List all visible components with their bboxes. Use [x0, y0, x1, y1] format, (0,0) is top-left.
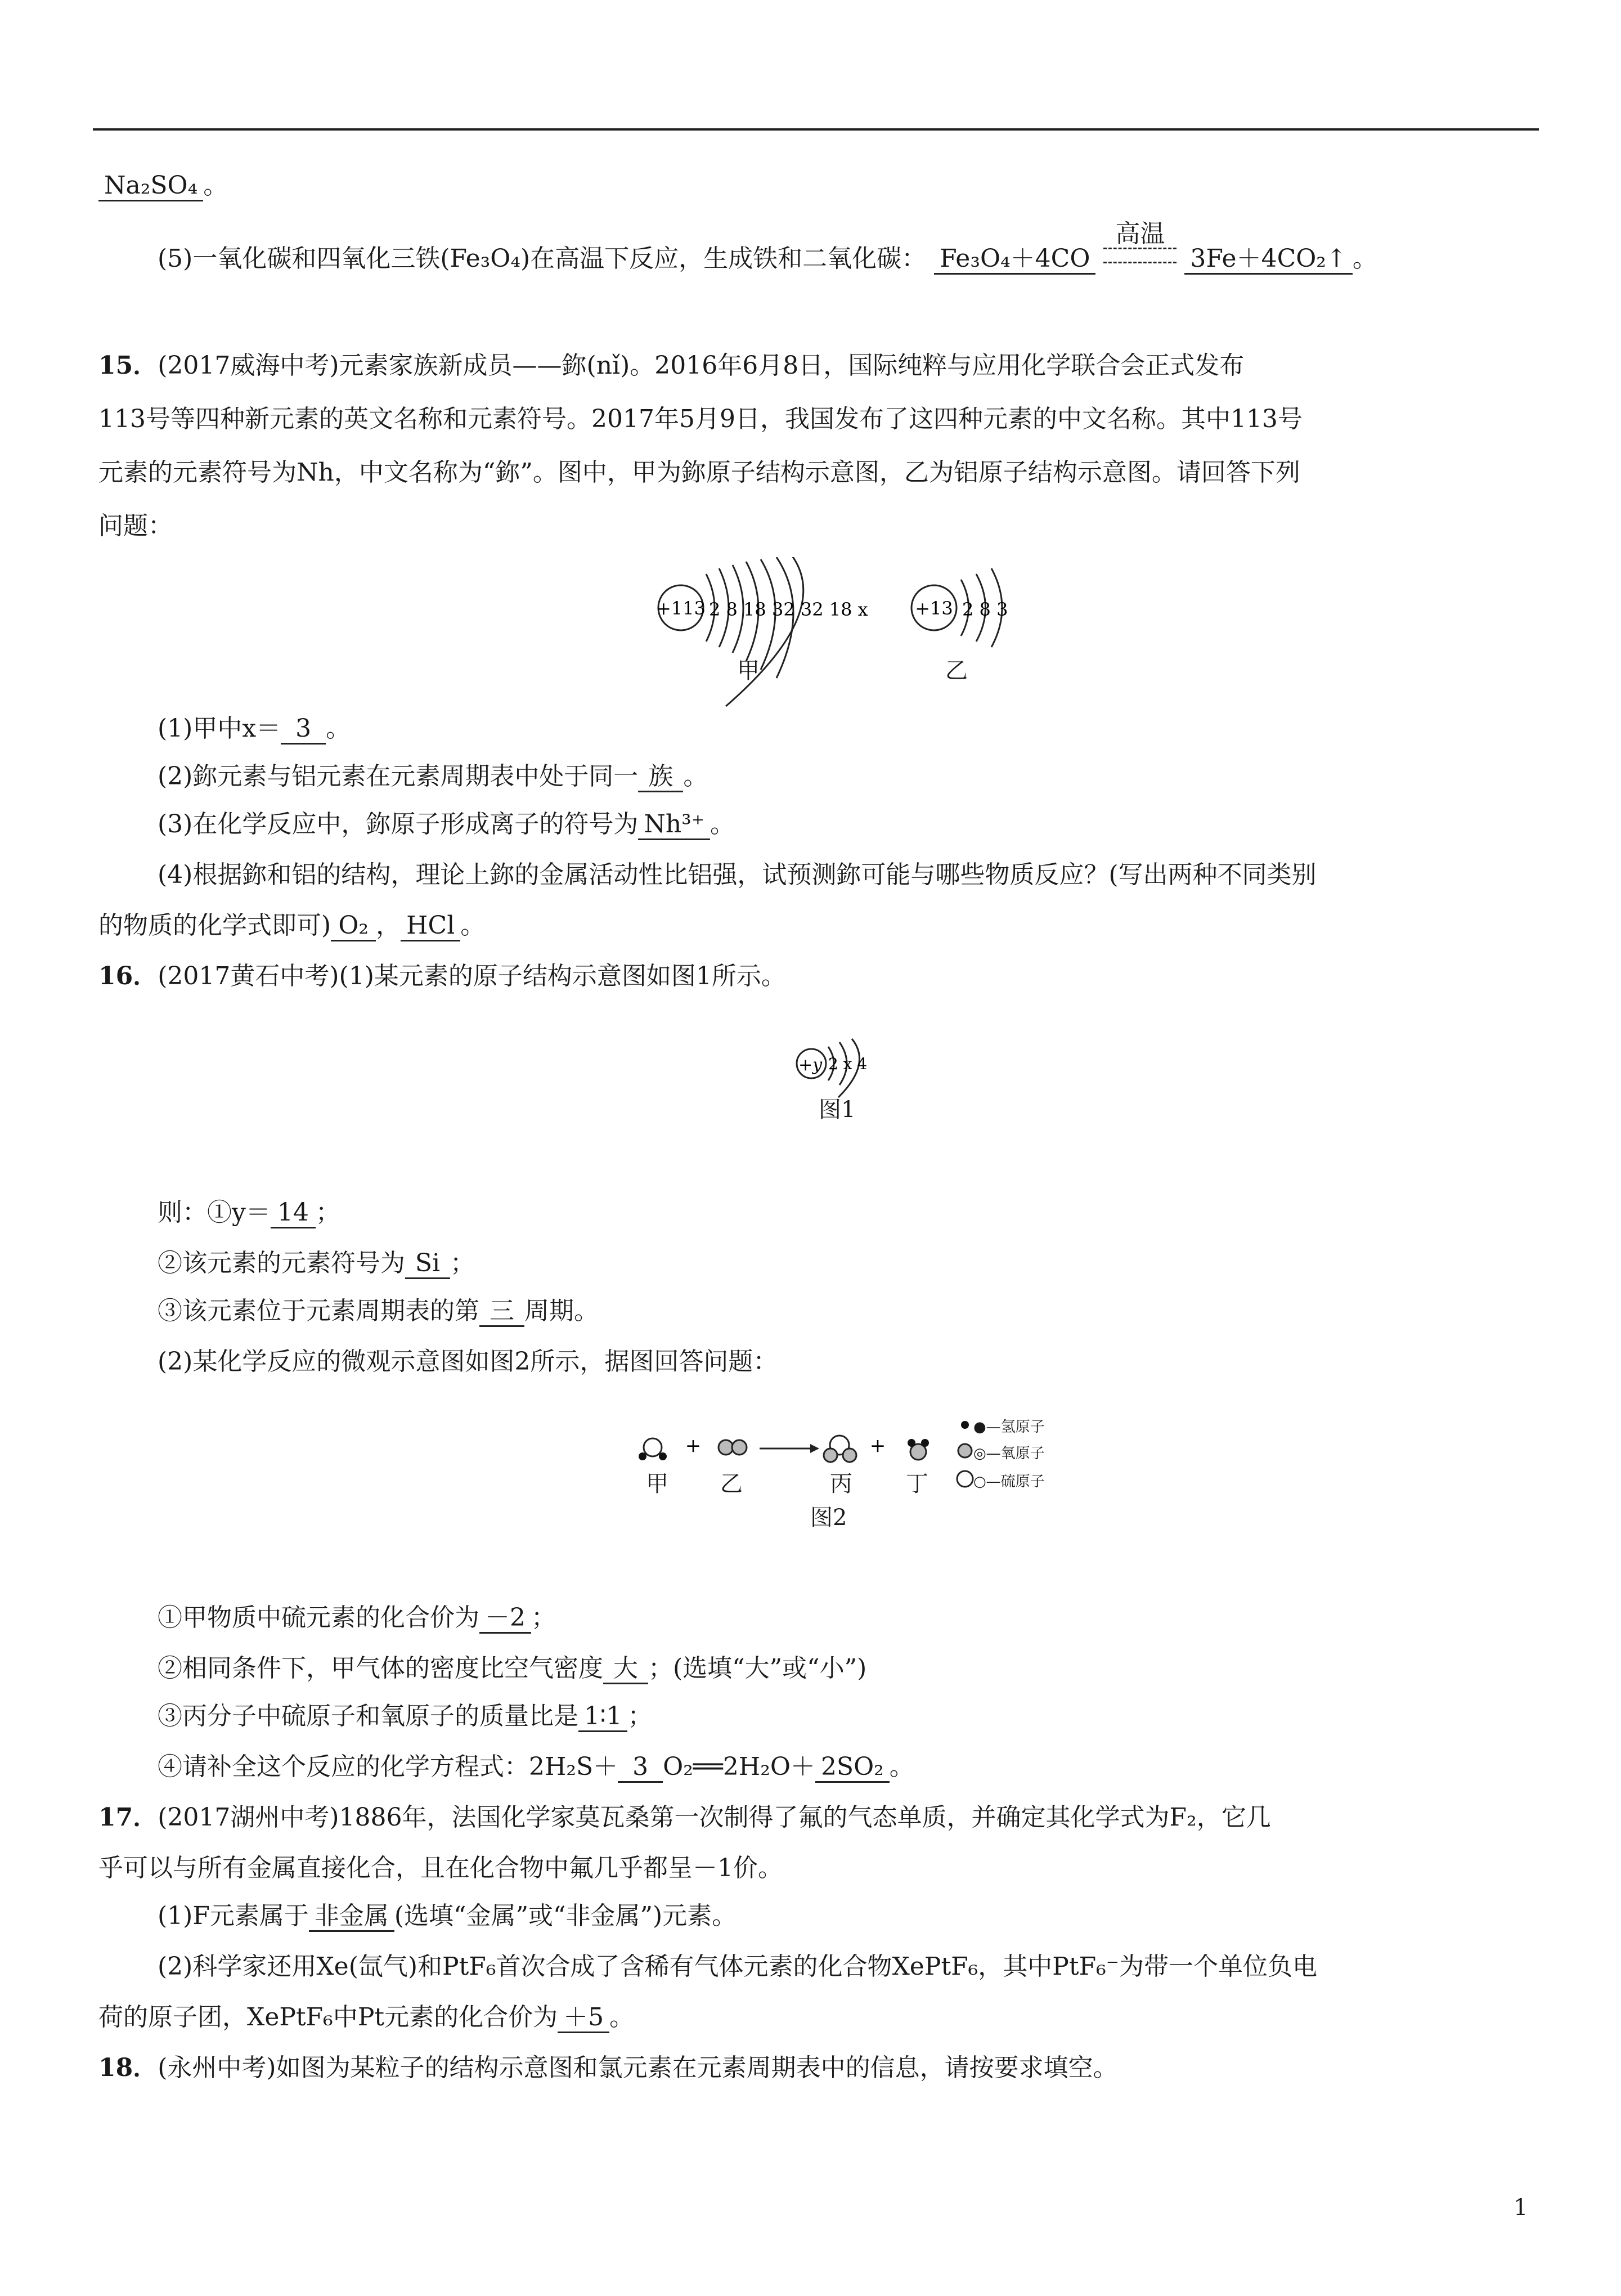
legend-hydrogen: ●—氢原子: [973, 1419, 1045, 1436]
q15-part3: (3)在化学反应中，鉨原子形成离子的符号为 Nh³⁺ 。: [158, 808, 735, 841]
fig2-label-ding: 丁: [906, 1471, 928, 1497]
nucleus-b-label: +13: [915, 598, 953, 619]
q16-line1: 16．(2017黄石中考)(1)某元素的原子结构示意图如图1所示。: [98, 962, 786, 990]
shells-a-label: 2 8 18 32 32 18 x: [709, 599, 868, 620]
q16-line2: (2)某化学反应的微观示意图如图2所示，据图回答问题：: [158, 1347, 778, 1376]
equation-rhs: 3Fe＋4CO₂↑: [1184, 245, 1352, 275]
nucleus-a-label: +113: [656, 598, 706, 619]
legend-oxygen: ◎—氧原子: [973, 1445, 1045, 1462]
answer-blank: 族: [638, 763, 683, 792]
shells-b-label: 2 8 3: [962, 599, 1008, 620]
question-number: 15．: [98, 351, 158, 380]
question-source: (2017湖州中考): [158, 1803, 339, 1832]
q15-line1: 15．(2017威海中考)元素家族新成员——鉨(nǐ)。2016年6月8日，国际纯粹与应用化学联合会正式发布: [98, 351, 1245, 380]
q15-part1: (1)甲中x＝ 3 。: [158, 712, 351, 746]
answer-blank: 三: [479, 1297, 524, 1327]
q16-answer3: ③该元素位于元素周期表的第 三 周期。: [158, 1294, 599, 1328]
atom-structure-figure: [653, 557, 1047, 709]
q16-answer1: 则：①y＝ 14 ；: [158, 1196, 340, 1230]
fig2-label-yi: 乙: [720, 1471, 743, 1497]
reaction-condition: 高温: [1103, 242, 1177, 276]
q16-b3: ③丙分子中硫原子和氧原子的质量比是 1∶1 ；: [158, 1699, 652, 1733]
answer-blank: O₂: [331, 912, 376, 941]
question-number: 18．: [98, 2053, 158, 2082]
q17-line2: 乎可以与所有金属直接化合，且在化合物中氟几乎都呈－1价。: [98, 1854, 783, 1882]
question-source: (2017黄石中考): [158, 962, 339, 990]
header-rule: [93, 128, 1539, 131]
q15-line3: 元素的元素符号为Nh，中文名称为“鉨”。图中，甲为鉨原子结构示意图，乙为铝原子结构示意图。请回答下列: [98, 458, 1300, 487]
question-source: (永州中考): [158, 2053, 276, 2082]
answer-blank: 大: [603, 1654, 648, 1684]
q17-line1: 17．(2017湖州中考)1886年，法国化学家莫瓦桑第一次制得了氟的气态单质，并确定其化学式为F₂，它几: [98, 1803, 1271, 1832]
q15-line4: 问题：: [98, 512, 173, 540]
q17-part1: (1)F元素属于 非金属 (选填“金属”或“非金属”)元素。: [158, 1899, 737, 1933]
answer-blank: 14: [271, 1199, 316, 1228]
answer-blank: Si: [405, 1249, 450, 1279]
q14-part5: (5)一氧化碳和四氧化三铁(Fe₃O₄)在高温下反应，生成铁和二氧化碳： Fe₃O₄＋4CO 高温 3Fe＋4CO₂↑ 。: [158, 242, 1377, 276]
q15-part4-line2: 的物质的化学式即可) O₂ ， HCl 。: [98, 909, 485, 943]
answer-blank: 2SO₂: [815, 1753, 890, 1783]
answer-blank: HCl: [401, 912, 460, 941]
fig1-nucleus-label: +y: [798, 1055, 823, 1075]
plus-sign: +: [869, 1434, 886, 1457]
plus-sign: +: [685, 1434, 702, 1457]
answer-blank: Nh³⁺: [638, 810, 710, 840]
answer-blank: Na₂SO₄: [98, 172, 203, 201]
q16-b2: ②相同条件下，甲气体的密度比空气密度 大 ；(选填“大”或“小”): [158, 1652, 866, 1685]
answer-blank: 1∶1: [578, 1702, 627, 1732]
q16-b1: ①甲物质中硫元素的化合价为 －2 ；: [158, 1601, 556, 1635]
figure-label-yi: 乙: [945, 658, 968, 684]
q15-part4-line1: (4)根据鉨和铝的结构，理论上鉨的金属活动性比铝强，试预测鉨可能与哪些物质反应？(写出两种不同类别: [158, 860, 1317, 889]
page-number: 1: [1514, 2195, 1528, 2221]
fig2-label-jia: 甲: [646, 1471, 668, 1497]
equation-lhs: Fe₃O₄＋4CO: [934, 245, 1095, 275]
answer-blank: －2: [479, 1604, 531, 1634]
q17-part2-line2: 荷的原子团，XePtF₆中Pt元素的化合价为 ＋5 。: [98, 2001, 634, 2034]
q15-line2: 113号等四种新元素的英文名称和元素符号。2017年5月9日，我国发布了这四种元素的中文名称。其中113号: [98, 405, 1303, 433]
answer-line-na2so4: Na₂SO₄ 。: [98, 169, 228, 203]
answer-blank: 3: [618, 1753, 663, 1783]
fig1-shells-label: 2 x 4: [828, 1055, 868, 1073]
q16-b4: ④请补全这个反应的化学方程式：2H₂S＋ 3 O₂══2H₂O＋ 2SO₂ 。: [158, 1750, 914, 1784]
question-source: (2017威海中考): [158, 351, 339, 380]
question-number: 16．: [98, 962, 158, 990]
q15-part2: (2)鉨元素与铝元素在元素周期表中处于同一 族 。: [158, 760, 708, 793]
q17-part2-line1: (2)科学家还用Xe(氙气)和PtF₆首次合成了含稀有气体元素的化合物XePtF₆，其中PtF₆⁻为带一个单位负电: [158, 1952, 1317, 1981]
legend-sulfur: ○—硫原子: [973, 1473, 1045, 1490]
question-number: 17．: [98, 1803, 158, 1832]
answer-blank: ＋5: [558, 2003, 609, 2033]
figure-1-caption: 图1: [819, 1097, 856, 1123]
fig2-label-bing: 丙: [830, 1471, 852, 1497]
figure-label-jia: 甲: [737, 658, 760, 684]
q16-answer2: ②该元素的元素符号为 Si ；: [158, 1246, 475, 1280]
q18-line1: 18．(永州中考)如图为某粒子的结构示意图和氯元素在元素周期表中的信息，请按要求填空。: [98, 2053, 1118, 2082]
figure-2-caption: 图2: [810, 1505, 847, 1531]
answer-blank: 3: [281, 715, 326, 745]
answer-blank: 非金属: [309, 1902, 394, 1932]
